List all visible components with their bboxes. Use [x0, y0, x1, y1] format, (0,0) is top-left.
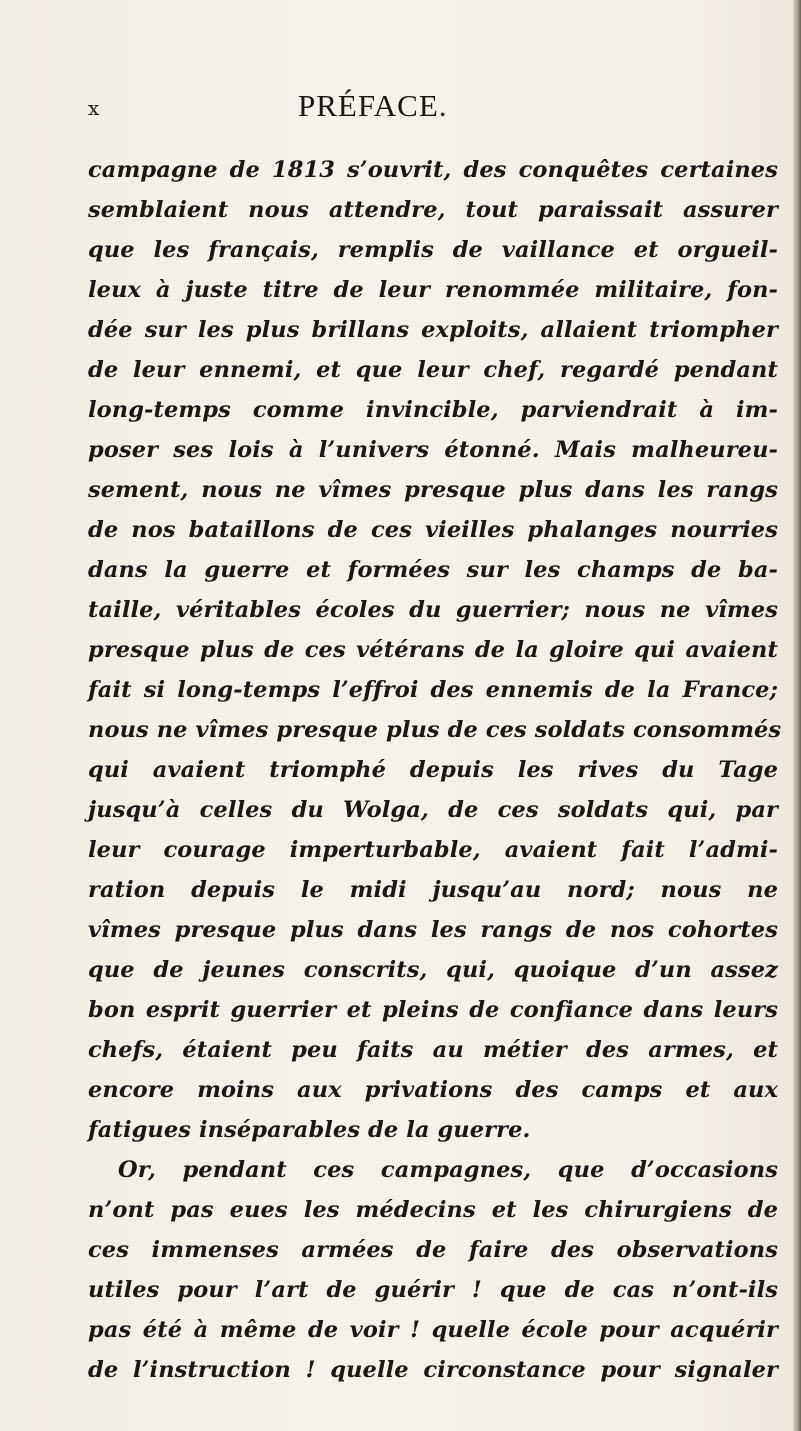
- text-line: pas été à même de voir ! quelle école pour acquérir: [88, 1317, 778, 1343]
- text-line: que les français, remplis de vaillance et orgueil-: [88, 237, 778, 263]
- text-line: long-temps comme invincible, parviendrait à im-: [88, 397, 778, 423]
- text-line: nous ne vîmes presque plus de ces soldats consommés: [88, 717, 782, 743]
- text-line: de leur ennemi, et que leur chef, regardé pendant: [88, 357, 778, 383]
- page-header: [88, 88, 688, 128]
- text-line: dée sur les plus brillans exploits, allaient triompher: [88, 317, 778, 343]
- text-line: n’ont pas eues les médecins et les chirurgiens de: [88, 1197, 778, 1223]
- text-line: campagne de 1813 s’ouvrit, des conquêtes certaines: [88, 157, 778, 183]
- text-line: sement, nous ne vîmes presque plus dans les rangs: [88, 477, 778, 503]
- page-number: x: [88, 96, 101, 120]
- text-line: vîmes presque plus dans les rangs de nos cohortes: [88, 917, 778, 943]
- paragraph-end-line: fatigues inséparables de la guerre.: [88, 1117, 531, 1143]
- text-line: qui avaient triomphé depuis les rives du Tage: [88, 757, 778, 783]
- text-line: de nos bataillons de ces vieilles phalanges nourries: [88, 517, 778, 543]
- text-line: poser ses lois à l’univers étonné. Mais malheureu-: [88, 437, 778, 463]
- text-line: semblaient nous attendre, tout paraissait assurer: [88, 197, 778, 223]
- text-line: jusqu’à celles du Wolga, de ces soldats qui, par: [88, 797, 778, 823]
- running-title: PRÉFACE.: [298, 88, 448, 123]
- text-line: presque plus de ces vétérans de la gloire qui avaient: [88, 637, 778, 663]
- body-text: [88, 150, 782, 1390]
- text-line: utiles pour l’art de guérir ! que de cas n’ont-ils: [88, 1277, 778, 1303]
- text-line: leux à juste titre de leur renommée militaire, fon-: [88, 277, 778, 303]
- text-line: bon esprit guerrier et pleins de confiance dans leurs: [88, 997, 778, 1023]
- text-line: chefs, étaient peu faits au métier des armes, et: [88, 1037, 778, 1063]
- text-line: ces immenses armées de faire des observations: [88, 1237, 778, 1263]
- page-edge-shadow: [793, 0, 801, 1431]
- text-line: ration depuis le midi jusqu’au nord; nous ne: [88, 877, 778, 903]
- text-line: encore moins aux privations des camps et aux: [88, 1077, 778, 1103]
- text-line: de l’instruction ! quelle circonstance pour signaler: [88, 1357, 778, 1383]
- text-line: leur courage imperturbable, avaient fait l’admi-: [88, 837, 778, 863]
- text-line: fait si long-temps l’effroi des ennemis de la France;: [88, 677, 778, 703]
- text-line: que de jeunes conscrits, qui, quoique d’un assez: [88, 957, 778, 983]
- text-line: dans la guerre et formées sur les champs de ba-: [88, 557, 778, 583]
- text-line: taille, véritables écoles du guerrier; nous ne vîmes: [88, 597, 778, 623]
- paragraph-start-line: Or, pendant ces campagnes, que d’occasions: [118, 1157, 778, 1183]
